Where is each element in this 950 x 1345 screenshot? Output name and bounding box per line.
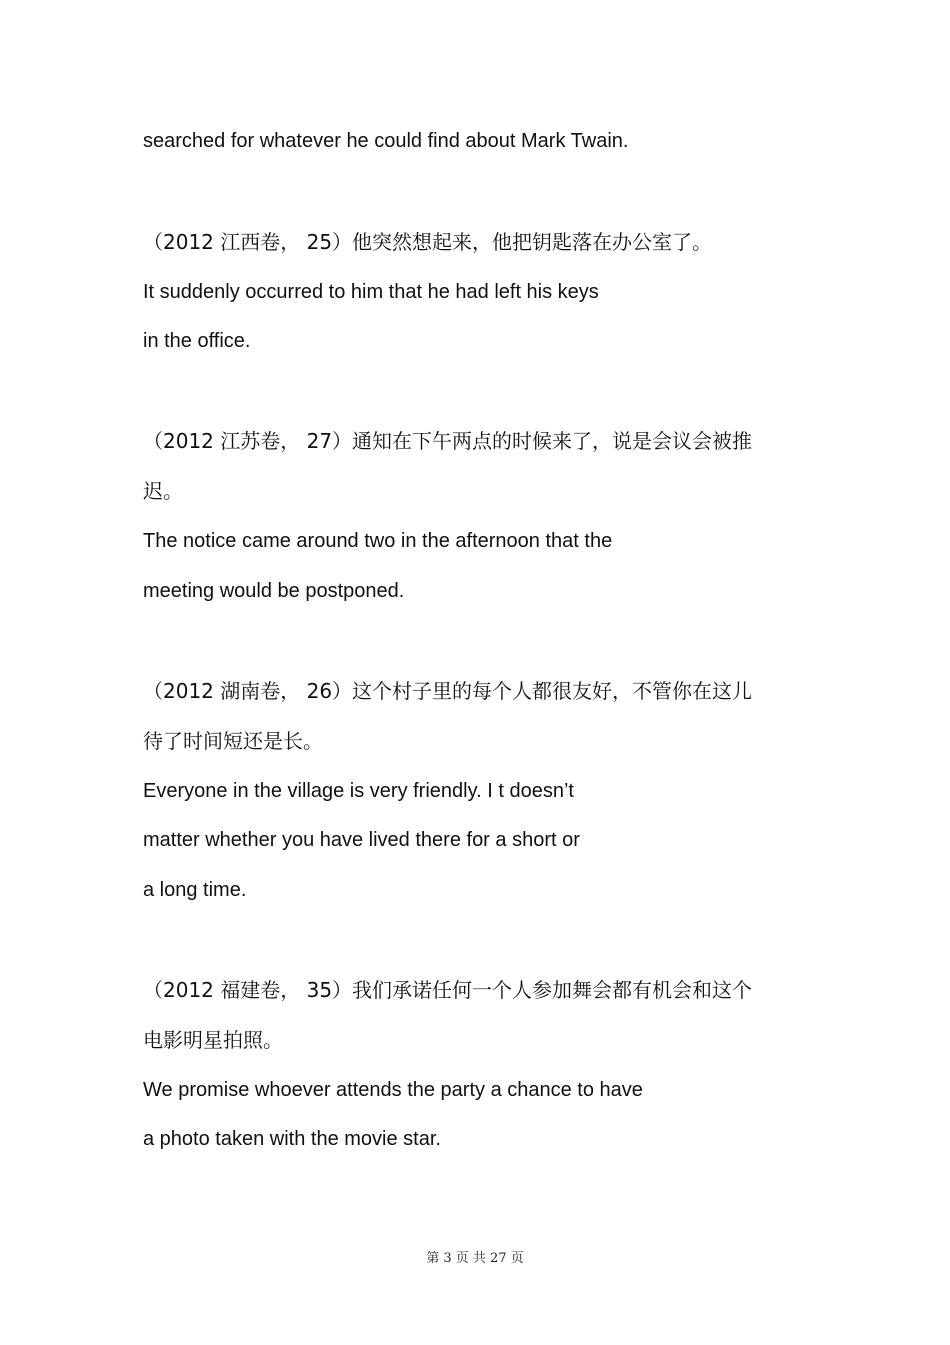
text-line-1: searched for whatever he could find about Mark Twain.	[143, 130, 629, 152]
page-number-footer: 第 3 页 共 27 页	[426, 1251, 524, 1266]
text-line-3: It suddenly occurred to him that he had left his keys	[143, 281, 599, 303]
question-header-jiangsu: （2012 江苏卷， 27）通知在下午两点的时候来了，说是会议会被推	[143, 429, 753, 453]
text-line-8: meeting would be postponed.	[143, 580, 405, 602]
text-line-10: 待了时间短还是长。	[143, 729, 323, 753]
text-line-15: 电影明星拍照。	[143, 1028, 283, 1052]
text-line-16: We promise whoever attends the party a chance to have	[143, 1079, 643, 1101]
text-line-11: Everyone in the village is very friendly. I t doesn’t	[143, 780, 574, 802]
text-line-4: in the office.	[143, 330, 251, 352]
question-header-hunan: （2012 湖南卷， 26）这个村子里的每个人都很友好，不管你在这儿	[143, 679, 753, 703]
text-line-17: a photo taken with the movie star.	[143, 1128, 441, 1150]
text-line-12: matter whether you have lived there for a short or	[143, 829, 580, 851]
question-header-fujian: （2012 福建卷， 35）我们承诺任何一个人参加舞会都有机会和这个	[143, 978, 753, 1002]
text-line-13: a long time.	[143, 879, 247, 901]
question-header-jiangxi: （2012 江西卷， 25）他突然想起来，他把钥匙落在办公室了。	[143, 230, 713, 254]
text-line-6: 迟。	[143, 479, 183, 503]
text-line-7: The notice came around two in the afternoon that the	[143, 530, 613, 552]
